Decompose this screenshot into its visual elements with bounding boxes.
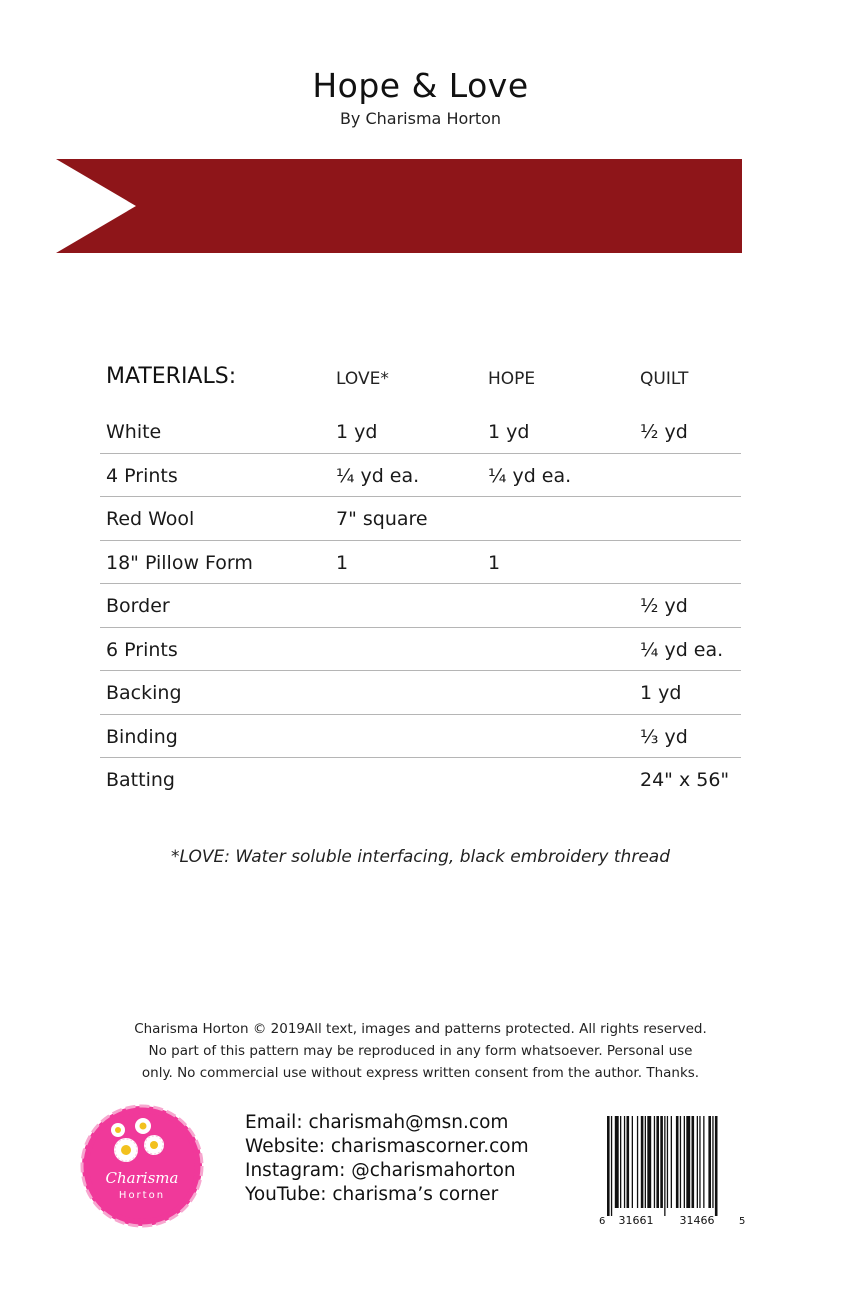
materials-table (100, 360, 741, 802)
copyright-line: Charisma Horton © 2019All text, images and patterns protected. All rights reserved. (134, 1021, 707, 1037)
barcode-bar (624, 1116, 625, 1208)
table-row (100, 497, 741, 541)
barcode-bar (607, 1116, 610, 1216)
banner-shape (56, 159, 742, 253)
table-row (100, 628, 741, 672)
barcode-bar (699, 1116, 700, 1208)
website-link[interactable]: Website: charismascorner.com (245, 1136, 529, 1157)
barcode-group2: 31466 (679, 1214, 715, 1227)
love-amount: 1 (336, 551, 349, 574)
love-amount: 7" square (336, 508, 428, 530)
table-row (100, 758, 741, 802)
email-link[interactable]: Email: charismah@msn.com (245, 1112, 509, 1133)
materials-header-row (100, 360, 741, 410)
barcode-bar (641, 1116, 644, 1208)
barcode-bar (680, 1116, 681, 1208)
quilt-amount: ⅓ yd (640, 725, 688, 748)
table-row (100, 541, 741, 585)
logo-name-line2: Horton (118, 1190, 166, 1201)
barcode-bar (660, 1116, 663, 1208)
material-name: White (106, 421, 162, 443)
barcode-bar (647, 1116, 651, 1208)
barcode-bar (664, 1116, 665, 1216)
page-title: Hope & Love (312, 66, 529, 105)
barcode-bar (620, 1116, 621, 1208)
barcode-bar (645, 1116, 646, 1208)
barcode-bar (686, 1116, 690, 1208)
materials-heading: MATERIALS: (106, 364, 237, 389)
material-name: Batting (106, 769, 175, 791)
copyright-line: No part of this pattern may be reproduced in any form whatsoever. Personal use (148, 1043, 693, 1059)
copyright-line: only. No commercial use without express written consent from the author. Thanks. (141, 1065, 700, 1081)
column-header-quilt: QUILT (640, 369, 689, 389)
barcode-lead-digit: 6 (599, 1216, 606, 1227)
material-name: 6 Prints (106, 638, 178, 661)
barcode-bar (671, 1116, 672, 1208)
quilt-amount: ½ yd (640, 421, 688, 443)
table-row (100, 410, 741, 454)
red-banner (56, 159, 742, 253)
barcode-bar (654, 1116, 655, 1208)
youtube-link[interactable]: YouTube: charisma’s corner (245, 1184, 499, 1205)
table-row (100, 454, 741, 498)
barcode-bar (692, 1116, 695, 1208)
instagram-link[interactable]: Instagram: @charismahorton (245, 1160, 516, 1181)
logo-name-line1: Charisma (105, 1169, 179, 1187)
barcode-group1: 31661 (618, 1214, 654, 1227)
barcode-bar (632, 1116, 633, 1208)
charisma-horton-logo (80, 1104, 204, 1228)
material-name: 4 Prints (106, 464, 178, 487)
table-row (100, 584, 741, 628)
barcode-bar (627, 1116, 630, 1208)
barcode-bar (697, 1116, 698, 1208)
material-name: 18" Pillow Form (106, 551, 253, 574)
hope-amount: 1 (488, 551, 501, 574)
material-name: Border (106, 595, 170, 617)
barcode-bar (611, 1116, 612, 1216)
barcode-bar (684, 1116, 685, 1208)
quilt-amount: 1 yd (640, 682, 682, 704)
barcode-bar (637, 1116, 638, 1208)
barcode-bar (715, 1116, 718, 1216)
barcode-bar (708, 1116, 711, 1208)
material-name: Red Wool (106, 508, 195, 530)
barcode-bar (703, 1116, 704, 1208)
barcode-bar (667, 1116, 668, 1208)
material-name: Backing (106, 682, 182, 704)
love-amount: 1 yd (336, 421, 378, 443)
barcode-check-digit: 5 (739, 1216, 746, 1227)
column-header-love: LOVE* (336, 369, 389, 389)
materials-footnote: *LOVE: Water soluble interfacing, black embroidery thread (171, 847, 670, 867)
barcode (591, 1112, 751, 1232)
quilt-amount: 24" x 56" (640, 769, 730, 791)
quilt-amount: ½ yd (640, 595, 688, 617)
hope-amount: 1 yd (488, 421, 530, 443)
barcode-bar (615, 1116, 619, 1208)
barcode-bar (656, 1116, 659, 1208)
contact-info (245, 1111, 529, 1207)
barcode-bar (676, 1116, 679, 1208)
hope-amount: ¼ yd ea. (488, 464, 572, 487)
column-header-hope: HOPE (488, 369, 536, 389)
barcode-bar (712, 1116, 713, 1208)
love-amount: ¼ yd ea. (336, 464, 420, 487)
copyright-notice (100, 1018, 741, 1084)
table-row (100, 671, 741, 715)
quilt-amount: ¼ yd ea. (640, 638, 724, 661)
author-byline: By Charisma Horton (339, 109, 502, 128)
material-name: Binding (106, 725, 178, 748)
table-row (100, 715, 741, 759)
